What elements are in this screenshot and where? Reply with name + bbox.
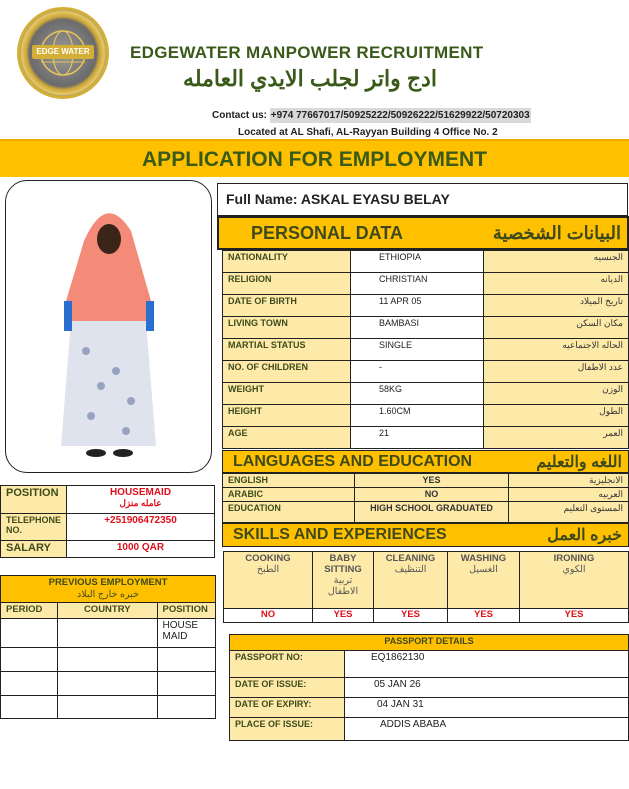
skill-name-ar: الطبخ xyxy=(256,564,280,575)
skill-header xyxy=(448,552,520,609)
contact-line xyxy=(212,110,531,121)
skill-value: YES xyxy=(313,609,374,623)
skill-name: BABY SITTING xyxy=(324,553,362,575)
skill-value: YES xyxy=(448,609,520,623)
personal-row xyxy=(223,405,629,427)
skills-title-ar: خبره العمل xyxy=(547,527,622,544)
row-label: PASSPORT NO: xyxy=(230,651,345,678)
row-label-ar: عدد الاطفال xyxy=(484,361,629,383)
row-label: NO. OF CHILDREN xyxy=(223,361,351,383)
previous-employment-row xyxy=(1,672,216,696)
languages-title-en: LANGUAGES AND EDUCATION xyxy=(233,452,473,470)
company-name-en: EDGEWATER MANPOWER RECRUITMENT xyxy=(130,43,484,62)
cell xyxy=(58,648,158,672)
row-label-ar: تاريخ الميلاد xyxy=(484,295,629,317)
language-row xyxy=(223,502,629,523)
row-value: 1.60CM xyxy=(351,405,484,427)
row-value: 58KG xyxy=(351,383,484,405)
language-row xyxy=(223,474,629,488)
languages-header xyxy=(222,450,629,473)
row-value: EQ1862130 xyxy=(345,651,629,678)
row-label-ar: الوزن xyxy=(484,383,629,405)
row-label: AGE xyxy=(223,427,351,449)
row-label: LIVING TOWN xyxy=(223,317,351,339)
row-label-ar: العمر xyxy=(484,427,629,449)
personal-title-en: PERSONAL DATA xyxy=(251,222,404,243)
language-row xyxy=(223,488,629,502)
row-label-ar: الديانه xyxy=(484,273,629,295)
previous-employment-row xyxy=(1,648,216,672)
location: Located at AL Shafi, AL-Rayyan Building 4 Office No. 2 xyxy=(238,127,498,138)
skill-name-ar: تربية الاطفال xyxy=(327,575,359,597)
skill-name: CLEANING xyxy=(385,553,436,564)
application-title-band xyxy=(0,139,629,177)
contact-numbers: +974 77667017/50925222/50926222/51629922/50720303 xyxy=(270,110,530,121)
skill-header xyxy=(313,552,374,609)
passport-row xyxy=(230,698,629,718)
row-label: EDUCATION xyxy=(223,502,355,523)
skills-title-en: SKILLS AND EXPERIENCES xyxy=(233,526,447,543)
skill-value: YES xyxy=(374,609,448,623)
column-header: PERIOD xyxy=(1,603,58,619)
skill-name: WASHING xyxy=(460,553,507,564)
skill-name-ar: الغسيل xyxy=(469,564,498,575)
salary-label: SALARY xyxy=(1,541,67,558)
company-logo xyxy=(17,7,109,99)
skill-name-ar: الكوي xyxy=(562,564,586,575)
skills-header xyxy=(222,523,629,547)
skill-header xyxy=(224,552,313,609)
passport-header: PASSPORT DETAILS xyxy=(230,635,629,651)
previous-employment-table xyxy=(0,575,216,719)
salary-value: 1000 QAR xyxy=(67,541,215,558)
row-value: SINGLE xyxy=(351,339,484,361)
personal-row xyxy=(223,273,629,295)
row-value: CHRISTIAN xyxy=(351,273,484,295)
column-header: POSITION xyxy=(157,603,216,619)
cell xyxy=(157,672,216,696)
row-label: DATE OF EXPIRY: xyxy=(230,698,345,718)
column-header: COUNTRY xyxy=(58,603,158,619)
row-label: DATE OF ISSUE: xyxy=(230,678,345,698)
personal-row xyxy=(223,317,629,339)
skill-header xyxy=(374,552,448,609)
passport-row xyxy=(230,718,629,741)
languages-title-ar: اللغه والتعليم xyxy=(536,453,622,471)
row-label: DATE OF BIRTH xyxy=(223,295,351,317)
row-value: ADDIS ABABA xyxy=(345,718,629,741)
previous-employment-row xyxy=(1,619,216,648)
row-value: HIGH SCHOOL GRADUATED xyxy=(355,502,509,523)
row-label-ar: مكان السكن xyxy=(484,317,629,339)
personal-row xyxy=(223,427,629,449)
logo-text: EDGE WATER xyxy=(32,45,94,59)
personal-row xyxy=(223,361,629,383)
cell xyxy=(58,672,158,696)
skill-name-ar: التنظيف xyxy=(394,564,427,575)
personal-row xyxy=(223,339,629,361)
row-label: RELIGION xyxy=(223,273,351,295)
skill-value: NO xyxy=(224,609,313,623)
row-label: WEIGHT xyxy=(223,383,351,405)
row-value: 04 JAN 31 xyxy=(345,698,629,718)
personal-row xyxy=(223,295,629,317)
skill-name: IRONING xyxy=(553,553,595,564)
passport-table xyxy=(229,634,629,741)
cell xyxy=(1,696,58,719)
cell xyxy=(1,672,58,696)
page-title: APPLICATION FOR EMPLOYMENT xyxy=(142,148,487,171)
row-label-ar: الانجليزية xyxy=(509,474,629,488)
personal-row xyxy=(223,251,629,273)
job-table xyxy=(0,485,215,558)
contact-label: Contact us: xyxy=(212,110,267,121)
cell xyxy=(157,696,216,719)
full-name: Full Name: ASKAL EYASU BELAY xyxy=(217,183,628,216)
cell: HOUSE MAID xyxy=(157,619,216,648)
skill-value: YES xyxy=(520,609,629,623)
passport-row xyxy=(230,678,629,698)
cell xyxy=(58,619,158,648)
row-label-ar: الطول xyxy=(484,405,629,427)
row-value: YES xyxy=(355,474,509,488)
applicant-photo xyxy=(5,180,212,473)
skill-name: COOKING xyxy=(245,553,291,564)
personal-title-ar: البيانات الشخصية xyxy=(492,222,621,243)
previous-employment-row xyxy=(1,696,216,719)
languages-table xyxy=(222,473,629,523)
position-value: HOUSEMAID عامله منزل xyxy=(67,486,215,514)
passport-row xyxy=(230,651,629,678)
cell xyxy=(1,648,58,672)
row-value: NO xyxy=(355,488,509,502)
row-value: ETHIOPIA xyxy=(351,251,484,273)
row-label: MARTIAL STATUS xyxy=(223,339,351,361)
cell xyxy=(157,648,216,672)
company-name-ar: ادج واتر لجلب الايدي العامله xyxy=(183,66,437,91)
row-value: - xyxy=(351,361,484,383)
skill-header xyxy=(520,552,629,609)
row-label: NATIONALITY xyxy=(223,251,351,273)
row-label: HEIGHT xyxy=(223,405,351,427)
row-value: BAMBASI xyxy=(351,317,484,339)
row-label: ENGLISH xyxy=(223,474,355,488)
position-label: POSITION xyxy=(1,486,67,514)
row-value: 05 JAN 26 xyxy=(345,678,629,698)
telephone-label: TELEPHONE NO. xyxy=(1,514,67,541)
row-value: 21 xyxy=(351,427,484,449)
row-label: PLACE OF ISSUE: xyxy=(230,718,345,741)
personal-data-table xyxy=(222,250,629,449)
row-label-ar: العربيه xyxy=(509,488,629,502)
row-value: 11 APR 05 xyxy=(351,295,484,317)
row-label-ar: الحاله الاجتماعيه xyxy=(484,339,629,361)
telephone-value: +251906472350 xyxy=(67,514,215,541)
skills-table xyxy=(223,551,629,623)
row-label-ar: المستوى التعليم xyxy=(509,502,629,523)
personal-row xyxy=(223,383,629,405)
cell xyxy=(58,696,158,719)
row-label-ar: الجنسيه xyxy=(484,251,629,273)
personal-data-header xyxy=(217,216,629,250)
cell xyxy=(1,619,58,648)
row-label: ARABIC xyxy=(223,488,355,502)
previous-employment-header: PREVIOUS EMPLOYMENT خبره خارج البلاد xyxy=(1,576,216,603)
